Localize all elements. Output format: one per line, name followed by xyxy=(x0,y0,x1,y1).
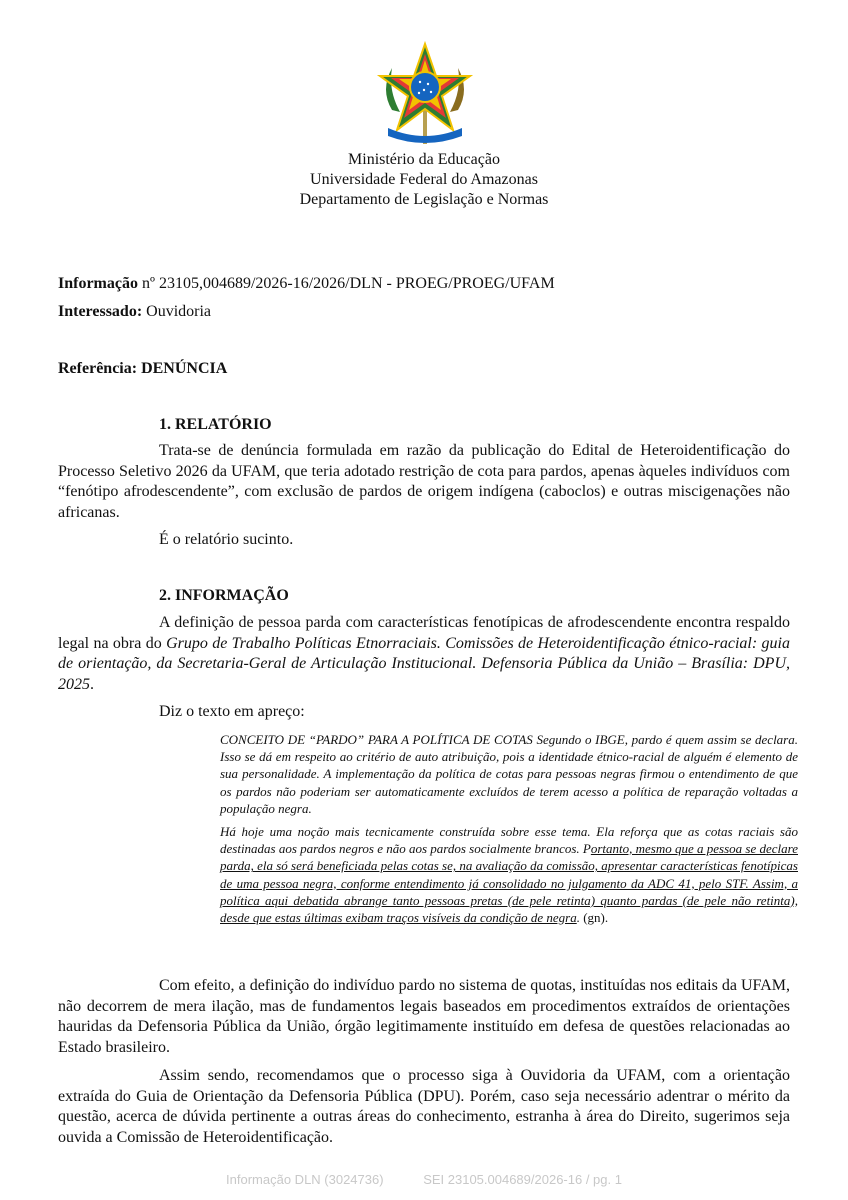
interessado-label: Interessado: xyxy=(58,303,143,320)
footer-sei-page: SEI 23105.004689/2026-16 / pg. 1 xyxy=(423,1172,622,1187)
informacao-line xyxy=(58,274,555,294)
block-quote xyxy=(220,731,798,932)
quote-paragraph-2 xyxy=(220,823,798,926)
closing-paragraph-1: Com efeito, a definição do indivíduo pardo no sistema de quotas, instituídas nos editais da UFAM, não decorrem de mera ilação, mas de fundamentos legais baseados em procedimentos extraídos de orientações hauridas da Defensoria Pública da União, órgão legitimamente instituído em defesa de questões relacionadas ao Estado brasileiro. xyxy=(58,977,790,1056)
header-department: Departamento de Legislação e Normas xyxy=(299,191,549,208)
interessado-value: Ouvidoria xyxy=(146,303,212,320)
section-2-citation: Grupo de Trabalho Políticas Etnorraciais. Comissões de Heteroidentificação étnico-racial: guia de orientação, da Secretaria-Geral de Articulação Institucional. Defensoria Pública da União – Brasília: DPU, 2025 xyxy=(58,634,791,693)
page-footer xyxy=(0,1172,848,1187)
closing-paragraph-2: Assim sendo, recomendamos que o processo siga à Ouvidoria da UFAM, com a orientação extraída do Guia de Orientação da Defensoria Pública (DPU). Porém, caso seja necessário adentrar o mérito da questão, acerca de dúvida pertinente a outras áreas do conhecimento, estranha à área do Direito, sugerimos seja ouvida a Comissão de Heteroidentificação. xyxy=(58,1067,790,1146)
section-1-paragraph: Trata-se de denúncia formulada em razão da publicação do Edital de Heteroidentificação do Processo Seletivo 2026 da UFAM, que teria adotado restrição de cota para pardos, apenas àqueles indivíduos com “fenótipo afrodescendente”, com exclusão de pardos de origem indígena (caboclos) e outras miscigenações não africanas. xyxy=(58,442,790,521)
informacao-value: nº 23105,004689/2026-16/2026/DLN - PROEG/PROEG/UFAM xyxy=(141,275,555,292)
interessado-line xyxy=(58,302,211,322)
footer-document-id: Informação DLN (3024736) xyxy=(226,1172,384,1187)
section-2-text-c: . xyxy=(90,675,94,693)
section-2-text-a: A definição de pessoa parda com características fenotípicas de afrodescendente encontra respaldo legal na obra do xyxy=(58,614,790,652)
section-1-title: 1. RELATÓRIO xyxy=(159,416,272,433)
coat-of-arms-icon xyxy=(370,40,480,150)
quote-gn: (gn). xyxy=(583,910,609,926)
quote-end: . xyxy=(576,910,580,926)
quote-plain-text: Há hoje uma noção mais tecnicamente construída sobre esse tema. Ela reforça que as cotas raciais são destinadas aos pardos negros e não aos pardos socialmente brancos. P xyxy=(220,824,798,857)
quote-paragraph-1: CONCEITO DE “PARDO” PARA A POLÍTICA DE COTAS Segundo o IBGE, pardo é quem assim se declara. Isso se dá em respeito ao critério de auto atribuição, pois a identidade étnico-racial de alguém é elemento de sua personalidade. A implementação da política de cotas para pessoas negras firmou o entendimento de que os pardos não poderiam ser automaticamente excluídos de terem acesso a política de reparação voltadas a população negra. xyxy=(220,732,798,816)
header-university: Universidade Federal do Amazonas xyxy=(310,171,538,188)
section-2-paragraph xyxy=(58,613,790,695)
quote-underlined-text: ortanto, mesmo que a pessoa se declare parda, ela só será beneficiada pelas cotas se, na avaliação da comissão, apresentar características fenotípicas de uma pessoa negra, conforme entendimento já consolidado no julgamento da ADC 41, pelo STF. Assim, a política aqui debatida abrange tanto pessoas pretas (de pele retinta) quanto pardas (de pele não retinta), desde que estas últimas exibam traços visíveis da condição de negra xyxy=(220,841,798,926)
referencia-line: Referência: DENÚNCIA xyxy=(58,360,228,377)
header-ministry: Ministério da Educação xyxy=(348,151,500,168)
section-2-quote-intro: Diz o texto em apreço: xyxy=(159,703,305,720)
section-1-closing: É o relatório sucinto. xyxy=(159,531,294,548)
informacao-label: Informação xyxy=(58,275,138,292)
section-2-title: 2. INFORMAÇÃO xyxy=(159,587,289,604)
